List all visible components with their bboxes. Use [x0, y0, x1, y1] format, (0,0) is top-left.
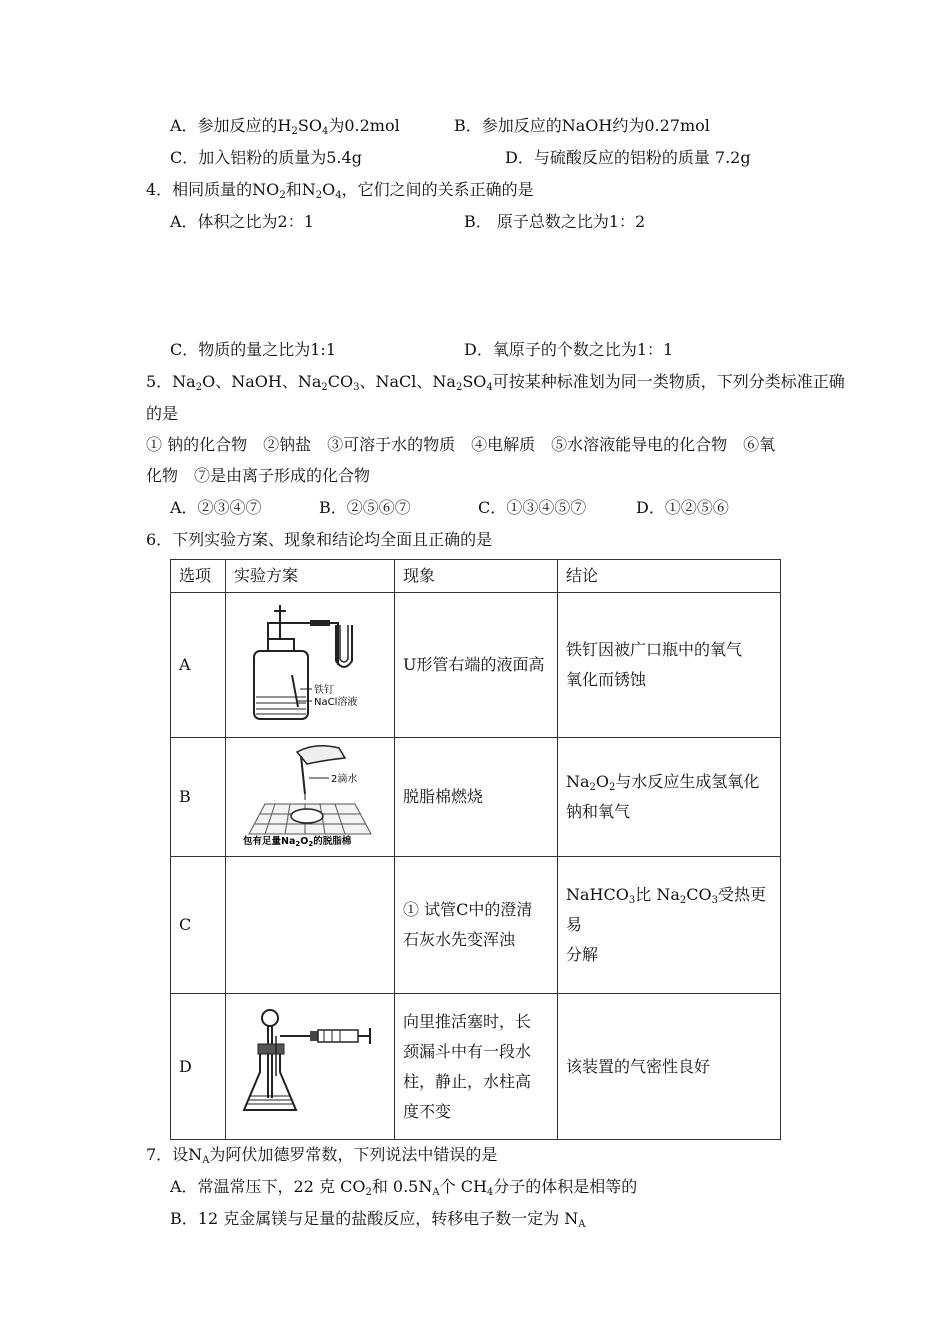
q7-stem: 7．设$N_A$为阿伏加德罗常数，下列说法中错误的是	[146, 1145, 498, 1166]
label-iron-nail: 铁钉	[314, 685, 334, 696]
q7-option-b: B．12 克金属镁与足量的盐酸反应，转移电子数一定为 $N_A$	[170, 1209, 586, 1230]
row-a-apparatus	[226, 593, 395, 738]
row-a-option: A	[171, 593, 226, 738]
row-c-conclusion: NaHCO$_3$比 $Na_2CO_3$受热更易 分解	[558, 857, 781, 994]
q4-option-d: D．氧原子的个数之比为1：1	[464, 340, 674, 359]
row-d-apparatus	[226, 994, 395, 1140]
q4-stem: 4．相同质量的$NO_2$和$N_2O_4$，它们之间的关系正确的是	[146, 180, 534, 201]
q4-option-a: A．体积之比为2：1	[170, 212, 314, 231]
label-cotton-with-na2o2: 包有足量$Na_2O_2$的脱脂棉	[243, 836, 352, 846]
label-two-drops-water: 2滴水	[331, 774, 358, 785]
q3-option-c: C．加入铝粉的质量为5.4g	[170, 148, 362, 167]
row-c-apparatus-empty	[226, 857, 395, 994]
row-a-conclusion: 铁钉因被广口瓶中的氧气 氧化而锈蚀	[558, 593, 781, 738]
q4-option-b: B． 原子总数之比为1：2	[464, 212, 646, 231]
table-row-b	[171, 738, 781, 857]
row-c-option: C	[171, 857, 226, 994]
row-d-option: D	[171, 994, 226, 1140]
q5-stem-continued: 的是	[146, 404, 179, 423]
row-d-phenomenon: 向里推活塞时，长 颈漏斗中有一段水 柱，静止，水柱高 度不变	[395, 994, 558, 1140]
q7-option-a: A．常温常压下，22 克 $CO_2$和 $0.5N_A$个 $CH_4$分子的体积是相等的	[170, 1177, 638, 1198]
table-row-a	[171, 593, 781, 738]
row-a-phenomenon: U形管右端的液面高	[395, 593, 558, 738]
q5-option-c: C．①③④⑤⑦	[478, 498, 587, 517]
q3-option-a: A．参加反应的$H_2SO_4$为0.2mol	[170, 116, 400, 137]
q5-stem: 5．$Na_2O$、NaOH、$Na_2CO_3$、NaCl、$Na_2SO_4$可按某种标准划为同一类物质，下列分类标准正确	[146, 372, 845, 393]
header-option: 选项	[171, 560, 226, 593]
table-header-row	[171, 560, 781, 593]
label-nacl-solution: NaCl溶液	[314, 697, 358, 708]
table-row-c	[171, 857, 781, 994]
q3-option-d: D．与硫酸反应的铝粉的质量 7.2g	[505, 148, 751, 167]
rust-apparatus-diagram	[240, 595, 380, 725]
q6-stem: 6．下列实验方案、现象和结论均全面且正确的是	[146, 530, 493, 549]
row-b-phenomenon: 脱脂棉燃烧	[395, 738, 558, 857]
header-conclusion: 结论	[558, 560, 781, 593]
table-row-d	[171, 994, 781, 1140]
airtightness-apparatus-diagram	[240, 1006, 380, 1118]
q5-criteria: ① 钠的化合物 ②钠盐 ③可溶于水的物质 ④电解质 ⑤水溶液能导电的化合物 ⑥氧	[146, 435, 776, 454]
q5-option-a: A．②③④⑦	[170, 498, 262, 517]
row-b-apparatus	[226, 738, 395, 857]
q4-option-c: C．物质的量之比为1:1	[170, 340, 336, 359]
header-phenomenon: 现象	[395, 560, 558, 593]
q5-option-b: B．②⑤⑥⑦	[319, 498, 411, 517]
row-d-conclusion: 该装置的气密性良好	[558, 994, 781, 1140]
header-scheme: 实验方案	[226, 560, 395, 593]
row-b-option: B	[171, 738, 226, 857]
cotton-apparatus-diagram	[235, 738, 385, 846]
q5-criteria-continued: 化物 ⑦是由离子形成的化合物	[146, 466, 371, 485]
experiment-table	[170, 559, 781, 1140]
row-c-phenomenon: ① 试管C中的澄清 石灰水先变浑浊	[395, 857, 558, 994]
q3-option-b: B．参加反应的NaOH约为0.27mol	[454, 116, 710, 135]
q5-option-d: D．①②⑤⑥	[636, 498, 729, 517]
row-b-conclusion: $Na_2O_2$与水反应生成氢氧化 钠和氧气	[558, 738, 781, 857]
